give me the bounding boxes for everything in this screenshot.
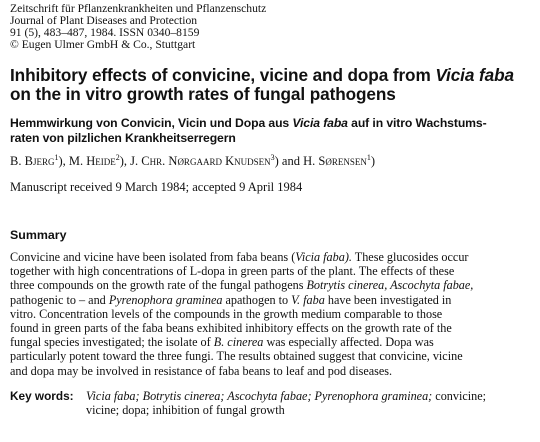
subtitle-text-continued: auf in vitro Wachstums-	[347, 116, 487, 130]
author-list	[10, 154, 526, 168]
summary-span: three compounds on the growth rate of the fungal pathogens	[10, 278, 307, 293]
summary-line: vitro. Concentration levels of the compounds in the growth medium comparable to those	[10, 306, 443, 321]
summary-line: together with high concentrations of L-dopa in green parts of the plant. The effects of these	[10, 264, 455, 279]
summary-line: particularly potent toward the three fungi. The results obtained suggest that convicine, vicine	[10, 349, 463, 364]
summary-text	[10, 250, 526, 378]
summary-species: Pyrenophora graminea	[108, 292, 223, 307]
affiliation-marker: 1	[366, 152, 371, 162]
author-close: )	[370, 154, 376, 168]
summary-span: pathogenic to – and	[10, 292, 109, 307]
summary-line: and dopa may be involved in resistance of faba beans to leaf and pod diseases.	[10, 363, 393, 378]
author-knudsen-surname1: ørgaard	[177, 154, 222, 168]
author-bjerg-surname: jerg	[32, 154, 55, 168]
title-text: Inhibitory effects of convicine, vicine and dopa from	[10, 65, 436, 85]
summary-line	[10, 335, 526, 349]
summary-line: found in green parts of the faba beans exhibited inhibitory effects on the growth rate of the	[10, 321, 452, 336]
manuscript-dates: Manuscript received 9 March 1984; accepted 9 April 1984	[10, 180, 303, 194]
journal-masthead	[10, 3, 526, 51]
affiliation-marker: 3	[270, 152, 275, 162]
journal-citation: 91 (5), 483–487, 1984. ISSN 0340–8159	[10, 26, 200, 39]
summary-span: have been investigated in	[324, 292, 452, 307]
author-separator: ) and H. S	[274, 154, 326, 168]
title-text-continued: on the in vitro growth rates of fungal pathogens	[10, 84, 396, 104]
affiliation-marker: 1	[54, 152, 59, 162]
summary-span: These glucosides occur	[351, 250, 469, 264]
key-words-label: Key words:	[10, 388, 74, 403]
summary-line	[10, 250, 526, 264]
author-knudsen-given: hr	[149, 154, 163, 168]
summary-species: Botrytis cinerea, Ascochyta fabae,	[306, 278, 474, 293]
summary-species: V. faba	[291, 292, 325, 307]
key-words-species: Vicia faba; Botrytis cinerea; Ascochyta fabae; Pyrenophora graminea;	[86, 388, 433, 403]
key-words-list	[86, 389, 486, 417]
summary-span: was especially affected. Dopa was	[263, 335, 434, 350]
author-knudsen-initial2: K	[221, 154, 235, 168]
author-knudsen-surname2: nudsen	[234, 154, 271, 168]
subtitle-text: Hemmwirkung von Convicin, Vicin und Dopa aus	[10, 116, 293, 130]
subtitle-species: Vicia faba	[292, 116, 348, 130]
author-heide-surname: eide	[95, 154, 116, 168]
key-words	[10, 389, 526, 417]
key-words-line	[86, 389, 486, 403]
paper-title	[10, 66, 526, 104]
affiliation-marker: 2	[115, 152, 120, 162]
subtitle-text-line2: raten von pilzlichen Krankheitserregern	[10, 131, 236, 145]
summary-line	[10, 278, 526, 292]
summary-span: Convicine and vicine have been isolated from faba beans (	[10, 250, 296, 264]
summary-species: B. cinerea	[213, 335, 264, 350]
summary-line	[10, 293, 526, 307]
key-words-line: vicine; dopa; inhibition of fungal growth	[86, 403, 285, 418]
publisher-copyright: © Eugen Ulmer GmbH & Co., Stuttgart	[10, 38, 196, 51]
paper-subtitle-german	[10, 116, 526, 146]
author-sorensen-surname: ørensen	[325, 154, 367, 168]
key-words-span: convicine;	[432, 388, 487, 403]
author-separator: ), M. H	[58, 154, 96, 168]
summary-span: apathogen to	[222, 292, 292, 307]
summary-span: fungal species investigated; the isolate of	[10, 335, 214, 350]
title-species: Vicia faba	[435, 65, 514, 85]
summary-species: Vicia faba).	[295, 250, 352, 264]
author-knudsen-initial: . N	[162, 154, 178, 168]
journal-name-english: Journal of Plant Diseases and Protection	[10, 14, 198, 27]
summary-heading: Summary	[10, 228, 67, 242]
journal-name-german: Zeitschrift für Pflanzenkrankheiten und Pflanzenschutz	[10, 2, 267, 15]
author-bjerg-initial: B. B	[10, 154, 33, 168]
author-separator: ), J. C	[119, 154, 150, 168]
